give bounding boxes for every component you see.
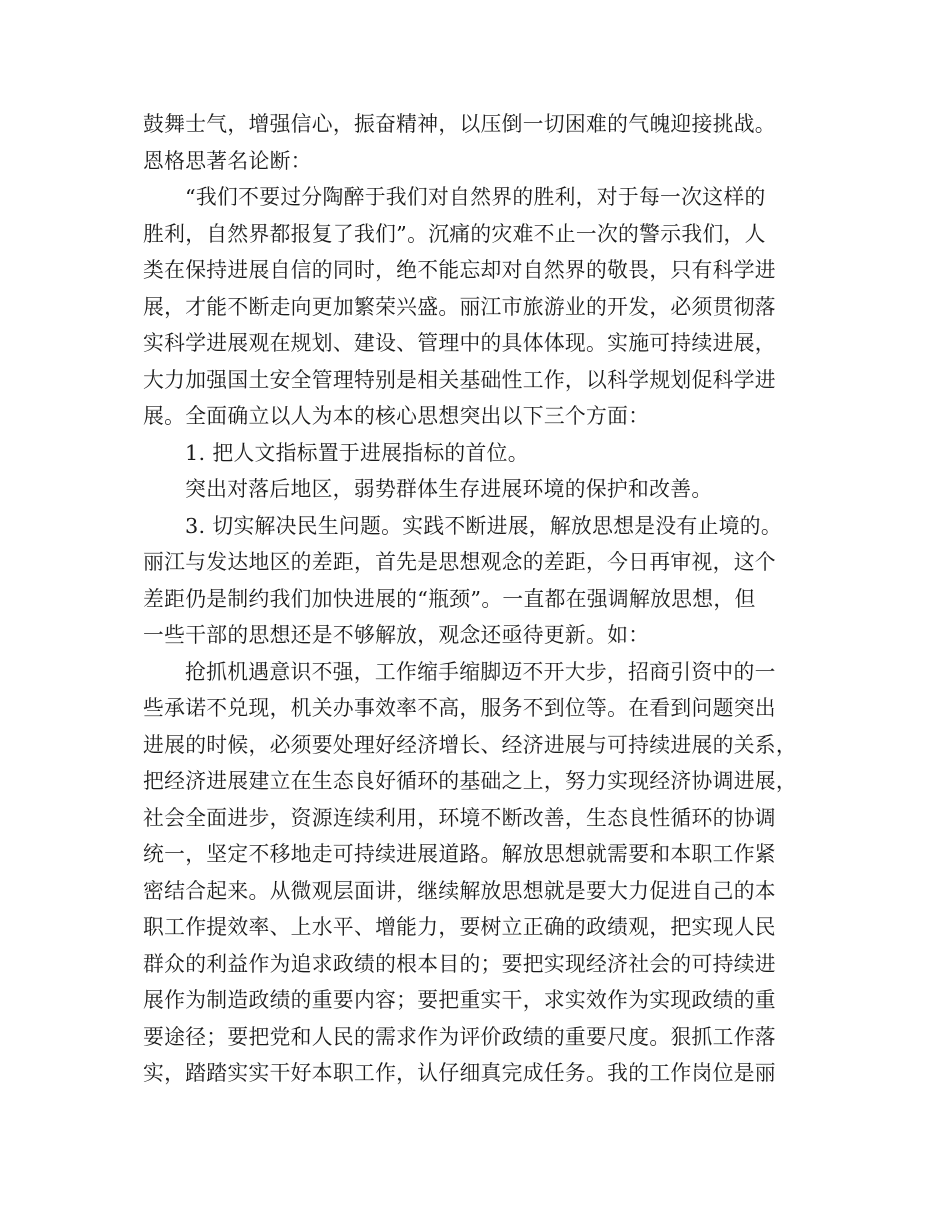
text-line: 统一，坚定不移地走可持续进展道路。解放思想就需要和本职工作紧	[143, 842, 776, 866]
text-line: 展作为制造政绩的重要内容；要把重实干，求实效作为实现政绩的重	[143, 988, 776, 1012]
text-line: 群众的利益作为追求政绩的根本目的；要把实现经济社会的可持续进	[143, 951, 776, 976]
text-line: 鼓舞士气，增强信心，振奋精神，以压倒一切困难的气魄迎接挑战。	[143, 112, 776, 136]
text-line: 丽江与发达地区的差距，首先是思想观念的差距，今日再审视，这个	[143, 550, 776, 574]
list-item: 3. 切实解决民生问题。实践不断进展，解放思想是没有止境的。	[185, 513, 782, 538]
text-line: 些承诺不兑现，机关办事效率不高，服务不到位等。在看到问题突出	[143, 696, 776, 720]
text-line: 恩格思著名论断：	[143, 148, 312, 173]
text-line: 社会全面进步，资源连续利用，环境不断改善，生态良性循环的协调	[143, 805, 776, 830]
text-line: 胜利，自然界都报复了我们”。沉痛的灾难不止一次的警示我们，人	[143, 221, 766, 246]
text-line: 实，踏踏实实干好本职工作，认仔细真完成任务。我的工作岗位是丽	[143, 1061, 776, 1085]
list-item: 突出对落后地区，弱势群体生存进展环境的保护和改善。	[185, 477, 713, 501]
document-body	[143, 106, 803, 1092]
text-line: “我们不要过分陶醉于我们对自然界的胜利，对于每一次这样的	[185, 185, 766, 209]
text-line: 把经济进展建立在生态良好循环的基础之上，努力实现经济协调进展，	[143, 769, 797, 793]
text-line: 一些干部的思想还是不够解放，观念还亟待更新。如：	[143, 623, 650, 647]
text-line: 展，才能不断走向更加繁荣兴盛。丽江市旅游业的开发，必须贯彻落	[143, 294, 776, 319]
text-line: 密结合起来。从微观层面讲，继续解放思想就是要大力促进自己的本	[143, 878, 776, 903]
text-line: 实科学进展观在规划、建设、管理中的具体体现。实施可持续进展，	[143, 331, 776, 355]
text-line: 要途径；要把党和人民的需求作为评价政绩的重要尺度。狠抓工作落	[143, 1024, 776, 1049]
list-item: 1. 把人文指标置于进展指标的首位。	[185, 440, 529, 465]
text-line: 进展的时候，必须要处理好经济增长、经济进展与可持续进展的关系，	[143, 732, 797, 757]
text-line: 展。全面确立以人为本的核心思想突出以下三个方面：	[143, 404, 650, 428]
text-line: 抢抓机遇意识不强，工作缩手缩脚迈不开大步，招商引资中的一	[185, 659, 776, 684]
text-line: 大力加强国土安全管理特别是相关基础性工作，以科学规划促科学进	[143, 367, 776, 392]
text-line: 职工作提效率、上水平、增能力，要树立正确的政绩观，把实现人民	[143, 915, 776, 939]
text-line: 类在保持进展自信的同时，绝不能忘却对自然界的敬畏，只有科学进	[143, 258, 776, 282]
text-line: 差距仍是制约我们加快进展的“瓶颈”。一直都在强调解放思想，但	[143, 586, 756, 611]
